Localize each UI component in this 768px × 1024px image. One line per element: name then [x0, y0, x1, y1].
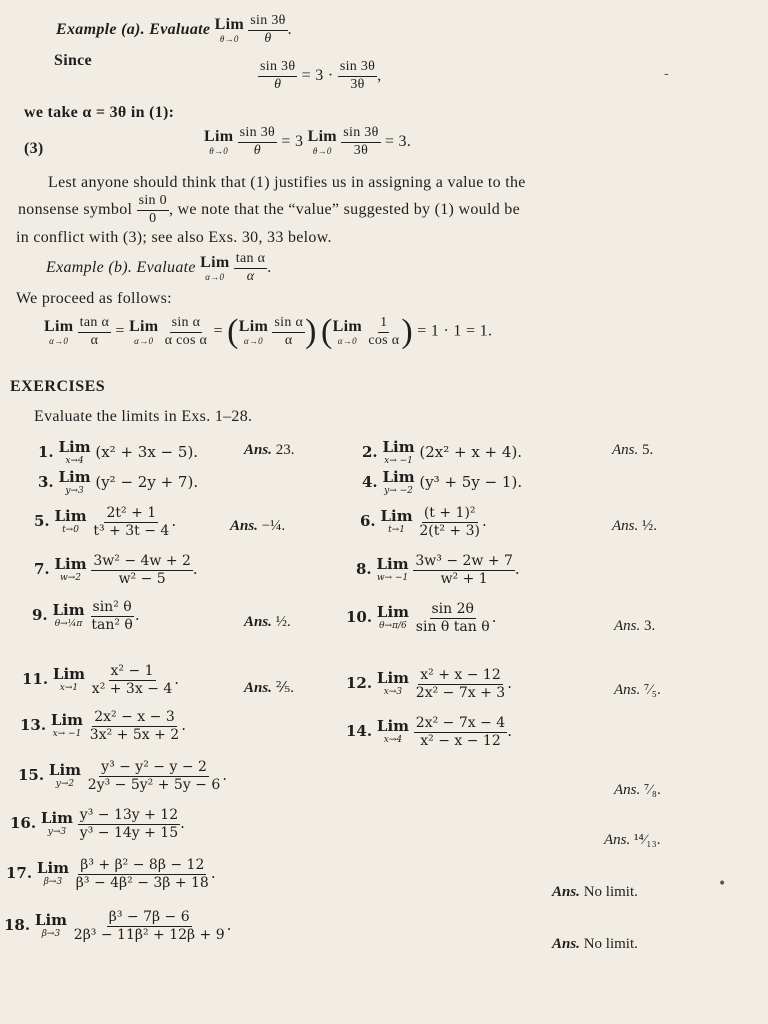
margin-mark: •: [718, 876, 727, 892]
exercise-17: 17. Lim β→3 $\frac{\text{β³ + β² − 8β − 12}}{\text{β³ − 4β² − 3β + 18}}$ .: [6, 857, 216, 891]
exercise-13: 13. Lim x→ −1 $\frac{\text{2x² − x − 3}}{\text{3x² + 5x + 2}}$ .: [20, 709, 186, 743]
exercise-8: 8. Lim w→ −1 $\frac{\text{3w³ − 2w + 7}}{\text{w² + 1}}$ .: [356, 553, 520, 587]
margin-mark: -: [664, 66, 669, 82]
exercise-6: 6. Lim t→1 $\frac{\text{(t + 1)²}}{\text{2(t² + 3)}}$ .: [360, 505, 487, 539]
example-a-statement: Example (a). Evaluate Lim θ→0 $\frac{\sin 3\theta}{\theta}$ .: [56, 13, 292, 46]
answer-2: Ans. 5.: [612, 442, 654, 458]
equation-3-label: (3): [24, 140, 44, 157]
answer-10: Ans. 3.: [614, 618, 656, 634]
answer-16: Ans. ¹⁴⁄₁₃.: [604, 832, 661, 848]
example-a-intro: Example (a). Evaluate: [56, 20, 211, 38]
answer-12: Ans. ⁷⁄₅.: [614, 682, 661, 698]
example-b-intro: Example (b). Evaluate: [46, 258, 196, 276]
exercise-2: 2. Lim x→ −1 (2x² + x + 4).: [362, 438, 523, 466]
since-equation: $\frac{\sin 3\theta}{\theta}$ = 3 · $\frac{\sin 3\theta}{3\theta}$ ,: [260, 59, 382, 92]
exercise-4: 4. Lim y→ −2 (y³ + 5y − 1).: [362, 468, 523, 496]
answer-15: Ans. ⁷⁄₈.: [614, 782, 661, 798]
exercise-3: 3. Lim y→3 (y² − 2y + 7).: [38, 468, 199, 496]
proceed-line: We proceed as follows:: [16, 290, 172, 307]
we-take-line: we take α = 3θ in (1):: [24, 104, 175, 121]
exercise-5: 5. Lim t→0 $\frac{\text{2t² + 1}}{\text{t³ + 3t − 4}}$ .: [34, 505, 177, 539]
equation-3: Lim θ→0 $\frac{\sin 3\theta}{\theta}$ = 3 Lim θ→0 $\frac{\sin 3\theta}{3\theta}$ = 3.: [204, 125, 412, 158]
exercise-15: 15. Lim y→2 $\frac{\text{y³ − y² − y − 2}}{\text{2y³ − 5y² + 5y − 6}}$ .: [18, 759, 228, 793]
paragraph-line-2: nonsense symbol $\frac{\sin 0}{0}$ , we note that the “value” suggested by (1) would be: [18, 193, 520, 226]
exercises-heading: EXERCISES: [10, 378, 106, 395]
exercise-18: 18. Lim β→3 $\frac{\text{β³ − 7β − 6}}{\text{2β³ − 11β² + 12β + 9}}$ .: [4, 909, 232, 943]
answer-1: Ans. 23.: [244, 442, 295, 458]
exercises-intro: Evaluate the limits in Exs. 1–28.: [34, 408, 253, 425]
exercise-11: 11. Lim x→1 $\frac{\text{x² − 1}}{\text{x² + 3x − 4}}$ .: [22, 663, 180, 697]
answer-11: Ans. ⅖.: [244, 680, 294, 696]
answer-5: Ans. −¼.: [230, 518, 286, 534]
answer-6: Ans. ½.: [612, 518, 657, 534]
since-label: Since: [54, 52, 92, 69]
answer-17: Ans. No limit.: [552, 884, 638, 900]
limit-operator: Lim θ→0: [214, 15, 244, 44]
example-b-derivation: Lim α→0 $\frac{\text{tan α}}{\alpha}$ = Lim α→0 $\frac{\text{sin α}}{\text{α cos α}}$ = ( Lim α→0 $\frac{\text{sin α}}{\alpha}$ ) ( Lim α→0 $\frac{1}{\text{cos α}}$ ) = 1 · 1 = 1.: [44, 313, 493, 350]
exercise-1: 1. Lim x→4 (x² + 3x − 5).: [38, 438, 199, 466]
paragraph-line-3: in conflict with (3); see also Exs. 30, 33 below.: [16, 229, 332, 246]
exercise-9: 9. Lim θ→¼π $\frac{\text{sin² θ}}{\text{tan² θ}}$ .: [32, 599, 140, 633]
exercise-10: 10. Lim θ→π/6 $\frac{\sin 2\theta}{\text{sin θ tan θ}}$ .: [346, 601, 497, 635]
paragraph-line-1: Lest anyone should think that (1) justifies us in assigning a value to the: [48, 174, 526, 191]
answer-9: Ans. ½.: [244, 614, 291, 630]
fraction: $\frac{\sin 3\theta}{\theta}$: [250, 13, 286, 46]
exercise-12: 12. Lim x→3 $\frac{\text{x² + x − 12}}{\text{2x² − 7x + 3}}$ .: [346, 667, 512, 701]
exercise-7: 7. Lim w→2 $\frac{\text{3w² − 4w + 2}}{\text{w² − 5}}$ .: [34, 553, 198, 587]
example-b-statement: Example (b). Evaluate Lim α→0 $\frac{\text{tan α}}{\alpha}$ .: [46, 251, 272, 284]
answer-18: Ans. No limit.: [552, 936, 638, 952]
exercise-16: 16. Lim y→3 $\frac{\text{y³ − 13y + 12}}{\text{y³ − 14y + 15}}$ .: [10, 807, 185, 841]
exercise-14: 14. Lim x→4 $\frac{\text{2x² − 7x − 4}}{\text{x² − x − 12}}$ .: [346, 715, 512, 749]
